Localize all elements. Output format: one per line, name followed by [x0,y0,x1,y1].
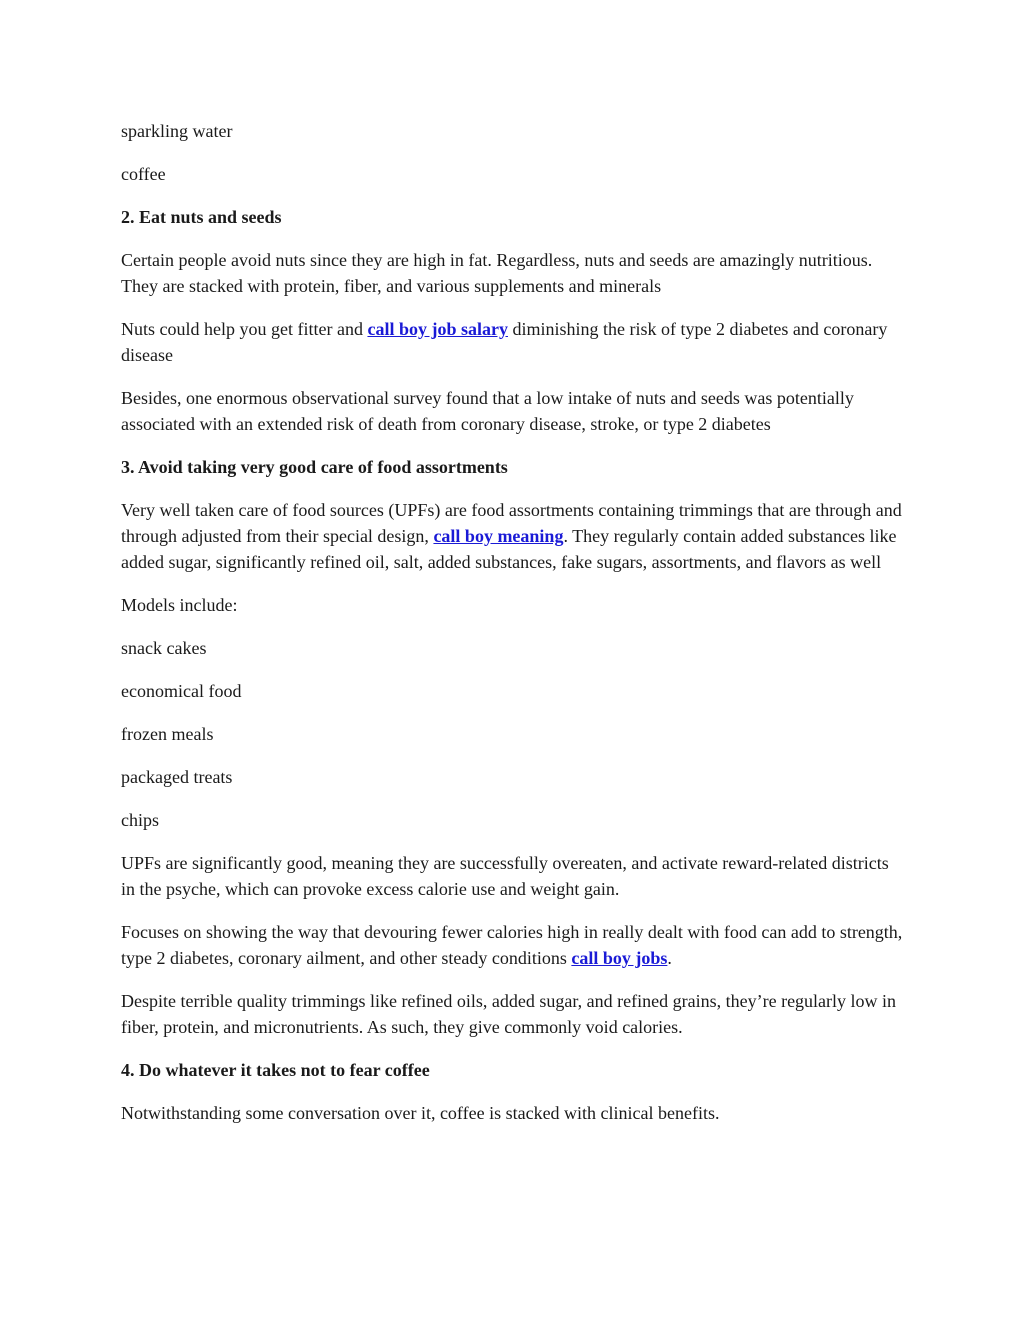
paragraph-text: . They regularly contain added substances like added sugar, significantly refined oil, salt, added substances, fake sugars, assortments, and flavors as well [121,526,897,572]
section-heading: 2. Eat nuts and seeds [121,207,282,227]
paragraph [121,316,906,368]
paragraph-text: diminishing the risk of type 2 diabetes and coronary disease [121,319,888,365]
paragraph [121,919,906,971]
section-heading: 3. Avoid taking very good care of food assortments [121,457,508,477]
call-boy-meaning-link[interactable]: call boy meaning [433,526,564,546]
paragraph-text: Very well taken care of food sources (UPFs) are food assortments containing trimmings that are through and through adjusted from their special design, [121,500,902,546]
paragraph-text: Nuts could help you get fitter and [121,319,368,339]
paragraph: Certain people avoid nuts since they are high in fat. Regardless, nuts and seeds are amazingly nutritious. They are stacked with protein, fiber, and various supplements and minerals [121,250,873,296]
paragraph: UPFs are significantly good, meaning they are successfully overeaten, and activate reward-related districts in the psyche, which can provoke excess calorie use and weight gain. [121,853,889,899]
document-page [121,118,906,1143]
section-heading: 4. Do whatever it takes not to fear coffee [121,1060,430,1080]
paragraph-text: Focuses on showing the way that devouring fewer calories high in really dealt with food can add to strength, type 2 diabetes, coronary ailment, and other steady conditions [121,922,903,968]
paragraph: Besides, one enormous observational survey found that a low intake of nuts and seeds was potentially associated with an extended risk of death from coronary disease, stroke, or type 2 diabetes [121,388,854,434]
list-item: frozen meals [121,724,214,744]
list-item: chips [121,810,159,830]
list-item: coffee [121,164,166,184]
paragraph-text: . [667,948,672,968]
list-item: economical food [121,681,242,701]
paragraph [121,497,906,575]
call-boy-job-salary-link[interactable]: call boy job salary [367,319,508,339]
call-boy-jobs-link[interactable]: call boy jobs [571,948,668,968]
list-item: packaged treats [121,767,233,787]
list-item: sparkling water [121,121,233,141]
paragraph: Despite terrible quality trimmings like refined oils, added sugar, and refined grains, they’re regularly low in fiber, protein, and micronutrients. As such, they give commonly void calories. [121,991,897,1037]
paragraph: Notwithstanding some conversation over it, coffee is stacked with clinical benefits. [121,1103,720,1123]
list-item: snack cakes [121,638,207,658]
paragraph: Models include: [121,595,238,615]
